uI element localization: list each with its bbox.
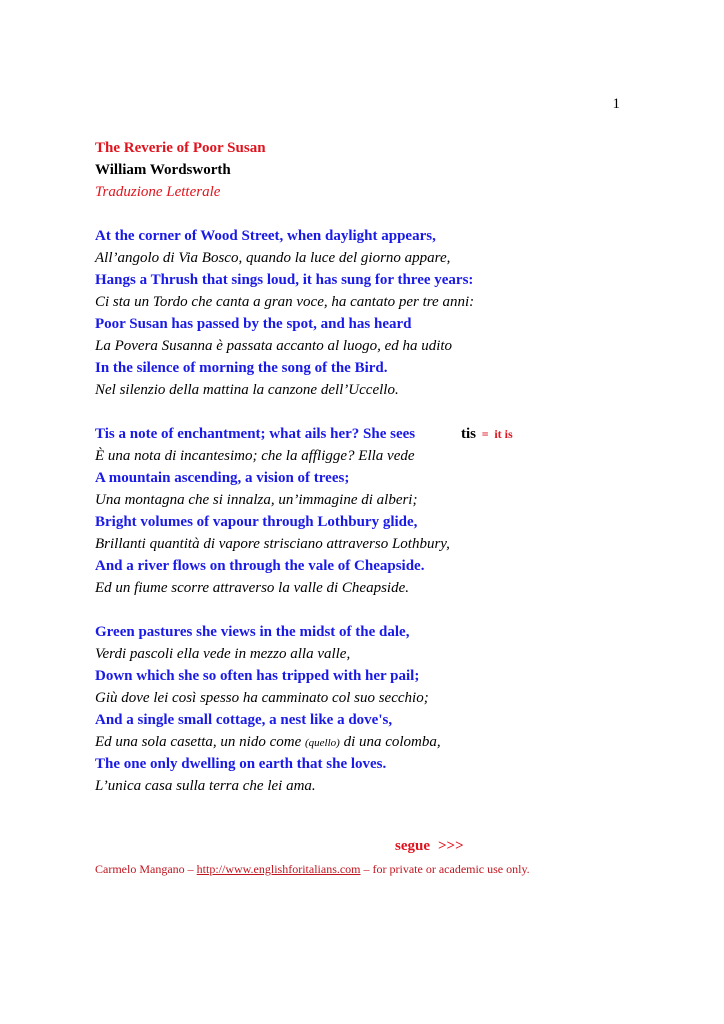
italian-small-note: (quello): [304, 737, 340, 749]
english-line: The one only dwelling on earth that she loves.: [95, 756, 387, 772]
spacer: [95, 599, 635, 621]
english-line: Down which she so often has tripped with her pail;: [95, 668, 420, 684]
stanza-1: [95, 225, 635, 401]
tis-equals: =: [481, 427, 489, 441]
italian-line: Verdi pascoli ella vede in mezzo alla valle,: [95, 646, 351, 662]
italian-line: L’unica casa sulla terra che lei ama.: [95, 778, 316, 794]
italian-line: Giù dove lei così spesso ha camminato col suo secchio;: [95, 690, 429, 706]
footer-notice: – for private or academic use only.: [360, 862, 530, 876]
english-line-with-note: [95, 423, 635, 445]
english-line: A mountain ascending, a vision of trees;: [95, 470, 350, 486]
italian-line: È una nota di incantesimo; che la affligge? Ella vede: [95, 448, 415, 464]
english-line: Bright volumes of vapour through Lothbury glide,: [95, 514, 418, 530]
poem-title: The Reverie of Poor Susan: [95, 140, 266, 156]
italian-line: La Povera Susanna è passata accanto al luogo, ed ha udito: [95, 338, 453, 354]
footer: [95, 862, 530, 877]
italian-line: Ci sta un Tordo che canta a gran voce, ha cantato per tre anni:: [95, 294, 475, 310]
footer-author: Carmelo Mangano –: [95, 862, 197, 876]
italian-line: [95, 731, 635, 753]
english-line: Poor Susan has passed by the spot, and has heard: [95, 316, 412, 332]
italian-text: Ed una sola casetta, un nido come: [95, 734, 305, 750]
translation-subtitle: Traduzione Letterale: [95, 184, 221, 200]
continue-marker: [395, 838, 464, 855]
tis-note: [461, 423, 513, 445]
italian-line: Ed un fiume scorre attraverso la valle di Cheapside.: [95, 580, 409, 596]
italian-line: Una montagna che si innalza, un’immagine di alberi;: [95, 492, 418, 508]
italian-line: Nel silenzio della mattina la canzone dell’Uccello.: [95, 382, 399, 398]
stanza-3: [95, 621, 635, 797]
page-number: 1: [612, 96, 620, 112]
italian-line: All’angolo di Via Bosco, quando la luce del giorno appare,: [95, 250, 451, 266]
tis-word: tis: [461, 426, 476, 442]
english-line: Green pastures she views in the midst of the dale,: [95, 624, 410, 640]
english-line: And a river flows on through the vale of Cheapside.: [95, 558, 425, 574]
english-line: At the corner of Wood Street, when daylight appears,: [95, 228, 436, 244]
english-line: Hangs a Thrush that sings loud, it has sung for three years:: [95, 272, 474, 288]
english-line: In the silence of morning the song of the Bird.: [95, 360, 388, 376]
footer-link[interactable]: http://www.englishforitalians.com: [196, 862, 361, 876]
italian-line: Brillanti quantità di vapore strisciano attraverso Lothbury,: [95, 536, 450, 552]
segue-label: segue: [395, 838, 430, 854]
italian-text: di una colomba,: [339, 734, 441, 750]
tis-meaning: it is: [494, 427, 513, 441]
poem-author: William Wordsworth: [95, 162, 231, 178]
spacer: [95, 203, 635, 225]
spacer: [95, 401, 635, 423]
poem-content: [95, 137, 635, 797]
stanza-2: [95, 423, 635, 599]
english-line: Tis a note of enchantment; what ails her? She sees: [95, 426, 416, 442]
english-line: And a single small cottage, a nest like a dove's,: [95, 712, 393, 728]
segue-arrows: >>>: [438, 838, 464, 854]
